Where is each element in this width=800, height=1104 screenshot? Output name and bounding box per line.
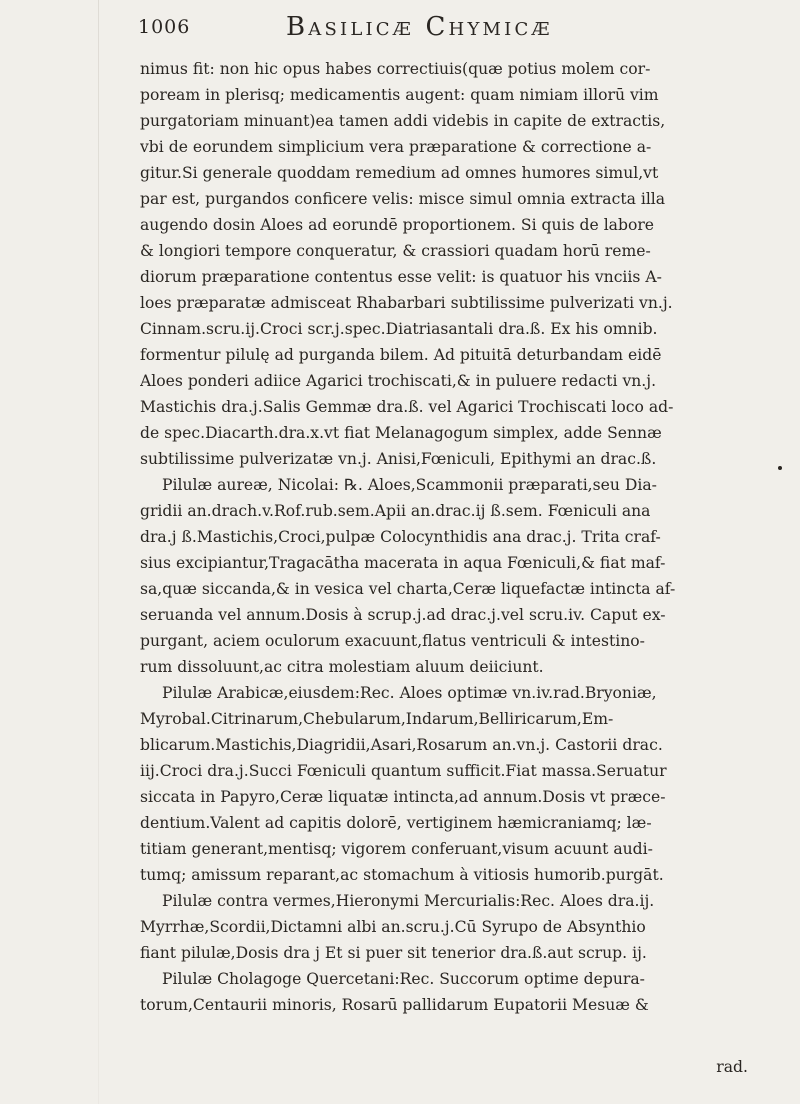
text-line: siccata in Papyro,Ceræ liquatæ intincta,ad annum.Dosis vt præce- [140, 788, 666, 806]
text-line: vbi de eorundem simplicium vera præparatione & correctione a- [140, 138, 652, 156]
text-line: purgant, aciem oculorum exacuunt,flatus ventriculi & intestino- [140, 632, 645, 650]
text-line: dentium.Valent ad capitis dolorē, vertiginem hæmicraniamq; læ- [140, 814, 652, 832]
text-line: gridii an.drach.v.Rof.rub.sem.Apii an.drac.ij ß.sem. Fœniculi ana [140, 502, 651, 520]
text-line: de spec.Diacarth.dra.x.vt fiat Melanagogum simplex, adde Sennæ [140, 424, 662, 442]
text-line: sa,quæ siccanda,& in vesica vel charta,Ceræ liquefactæ intincta af- [140, 580, 676, 598]
text-line: rum dissoluunt,ac citra molestiam aluum deiiciunt. [140, 658, 544, 676]
text-line: tumq; amissum reparant,ac stomachum à vitiosis humorib.purgāt. [140, 866, 664, 884]
text-line: poream in plerisq; medicamentis augent: quam nimiam illorū vim [140, 86, 659, 104]
text-line: par est, purgandos conficere velis: misce simul omnia extracta illa [140, 190, 666, 208]
margin-ink-dot [778, 466, 782, 470]
page-number: 1006 [138, 16, 191, 38]
running-title: Basilicæ Chymicæ [286, 12, 553, 42]
text-line: Cinnam.scru.ij.Croci scr.j.spec.Diatriasantali dra.ß. Ex his omnib. [140, 320, 658, 338]
text-line: loes præparatæ admisceat Rhabarbari subtilissime pulverizati vn.j. [140, 294, 673, 312]
catchword: rad. [716, 1058, 748, 1076]
body-text [140, 56, 780, 1018]
text-line: Aloes ponderi adiice Agarici trochiscati,& in puluere redacti vn.j. [140, 372, 657, 390]
text-line: blicarum.Mastichis,Diagridii,Asari,Rosarum an.vn.j. Castorii drac. [140, 736, 663, 754]
text-line: torum,Centaurii minoris, Rosarū pallidarum Eupatorii Mesuæ & [140, 996, 649, 1014]
text-line: diorum præparatione contentus esse velit: is quatuor his vnciis A- [140, 268, 662, 286]
text-line: purgatoriam minuant)ea tamen addi videbis in capite de extractis, [140, 112, 666, 130]
text-line: gitur.Si generale quoddam remedium ad omnes humores simul,vt [140, 164, 659, 182]
text-line: iij.Croci dra.j.Succi Fœniculi quantum sufficit.Fiat massa.Seruatur [140, 762, 667, 780]
text-line: & longiori tempore conqueratur, & crassiori quadam horū reme- [140, 242, 651, 260]
text-line-recipe-start: Pilulæ aureæ, Nicolai: ℞. Aloes,Scammonii præparati,seu Dia- [162, 476, 657, 494]
text-line: Mastichis dra.j.Salis Gemmæ dra.ß. vel Agarici Trochiscati loco ad- [140, 398, 674, 416]
text-line: dra.j ß.Mastichis,Croci,pulpæ Colocynthidis ana drac.j. Trita craf- [140, 528, 661, 546]
text-line-recipe-start: Pilulæ Arabicæ,eiusdem:Rec. Aloes optimæ vn.iv.rad.Bryoniæ, [162, 684, 657, 702]
text-line: Myrobal.Citrinarum,Chebularum,Indarum,Belliricarum,Em- [140, 710, 614, 728]
text-line: subtilissime pulverizatæ vn.j. Anisi,Fœniculi, Epithymi an drac.ß. [140, 450, 657, 468]
text-line: Myrrhæ,Scordii,Dictamni albi an.scru.j.Cū Syrupo de Absynthio [140, 918, 646, 936]
text-line: seruanda vel annum.Dosis à scrup.j.ad drac.j.vel scru.iv. Caput ex- [140, 606, 666, 624]
page-fold-shadow [98, 0, 99, 1104]
text-line: sius excipiantur,Tragacātha macerata in aqua Fœniculi,& fiat maf- [140, 554, 666, 572]
text-line: titiam generant,mentisq; vigorem conferuant,visum acuunt audi- [140, 840, 653, 858]
text-line-recipe-start: Pilulæ Cholagoge Quercetani:Rec. Succorum optime depura- [162, 970, 645, 988]
text-line: fiant pilulæ,Dosis dra j Et si puer sit tenerior dra.ß.aut scrup. ij. [140, 944, 647, 962]
text-line: formentur pilulę ad purganda bilem. Ad pituitā deturbandam eidē [140, 346, 662, 364]
text-line: augendo dosin Aloes ad eorundē proportionem. Si quis de labore [140, 216, 655, 234]
page-header [138, 12, 778, 56]
text-line-recipe-start: Pilulæ contra vermes,Hieronymi Mercurialis:Rec. Aloes dra.ij. [162, 892, 655, 910]
text-line: nimus fit: non hic opus habes correctiuis(quæ potius molem cor- [140, 60, 651, 78]
